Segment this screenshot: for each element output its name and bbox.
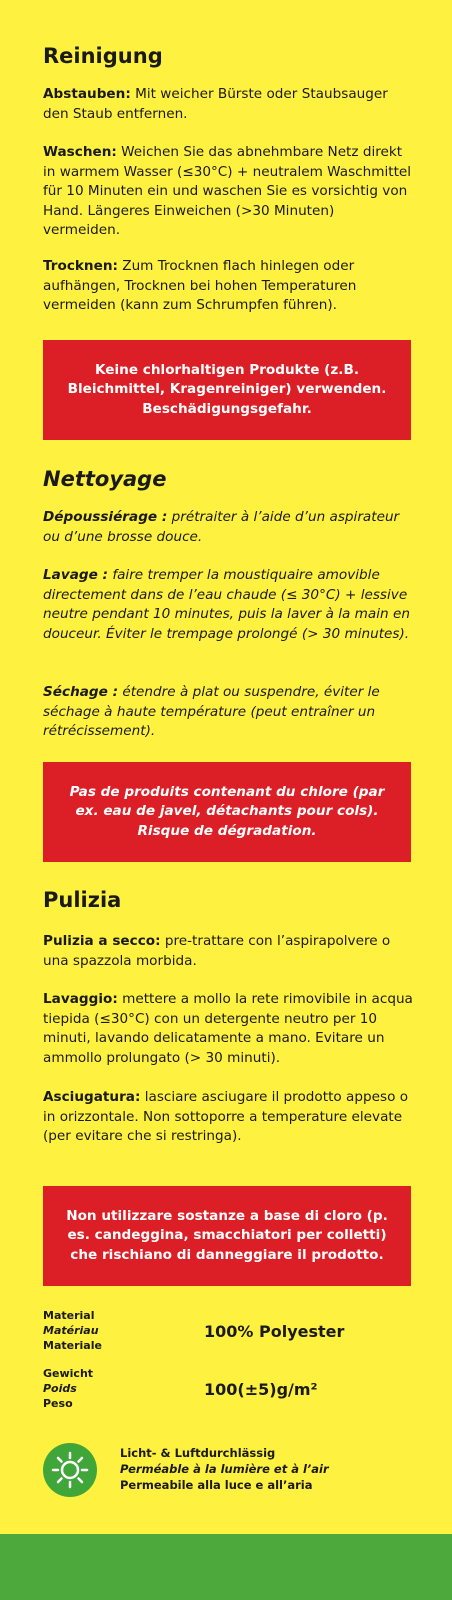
warning-box-de: Keine chlorhaltigen Produkte (z.B. Bleichmittel, Kragenreiniger) verwenden. Beschädigungsgefahr. [43,340,411,440]
item-it-1 [43,990,413,1068]
item-label: Lavage : [43,567,108,583]
item-it-0 [43,932,413,971]
feature-text [120,1445,329,1493]
feature-fr: Perméable à la lumière et à l’air [120,1462,329,1476]
material-label-fr: Matériau [43,1324,99,1337]
warning-box-fr: Pas de produits contenant du chlore (par ex. eau de javel, détachants pour cols). Risque de dégradation. [43,762,411,862]
item-label: Abstauben: [43,86,131,102]
item-label: Asciugatura: [43,1089,141,1105]
material-value: 100% Polyester [204,1322,345,1341]
item-text: Weichen Sie das abnehmbare Netz direkt in warmem Wasser (≤30°C) + neutralem Waschmittel für 10 Minuten ein und waschen Sie es vorsichtig von Hand. Längeres Einweichen (>30 Minuten) vermeiden. [43,144,412,238]
item-label: Pulizia a secco: [43,933,161,949]
feature-de: Licht- & Luftdurchlässig [120,1446,276,1460]
item-text: étendre à plat ou suspendre, éviter le séchage à haute température (peut entraîner un rétrécissement). [43,684,380,739]
item-fr-1 [43,566,413,644]
item-label: Dépoussiérage : [43,509,168,525]
item-text: mettere a mollo la rete rimovibile in acqua tiepida (≤30°C) con un detergente neutro per 10 minuti, lavando delicatamente a mano. Evitare un ammollo prolungato (> 30 minuti). [43,991,413,1066]
material-labels [43,1308,102,1353]
item-fr-2 [43,683,413,742]
item-de-2 [43,257,413,316]
item-fr-0 [43,508,413,547]
section-title-fr: Nettoyage [43,467,167,491]
item-text: lasciare asciugare il prodotto appeso o in orizzontale. Non sottoporre a temperature elevate (per evitare che si restringa). [43,1089,409,1144]
item-text: Mit weicher Bürste oder Staubsauger den Staub entfernen. [43,86,388,122]
item-de-0 [43,85,413,124]
section-title-it: Pulizia [43,888,122,912]
weight-value: 100(±5)g/m² [204,1380,318,1399]
weight-label-de: Gewicht [43,1367,94,1380]
item-text: Zum Trocknen flach hinlegen oder aufhängen, Trocknen bei hohen Temperaturen vermeiden (kann zum Schrumpfen führen). [43,258,357,313]
material-label-de: Material [43,1309,95,1322]
sun-icon [43,1443,97,1497]
section-title-de: Reinigung [43,44,163,68]
item-text: prétraiter à l’aide d’un aspirateur ou d’une brosse douce. [43,509,400,545]
warning-box-it: Non utilizzare sostanze a base di cloro (p. es. candeggina, smacchiatori per colletti) che rischiano di danneggiare il prodotto. [43,1186,411,1286]
weight-label-fr: Poids [43,1382,77,1395]
item-it-2 [43,1088,413,1147]
item-label: Lavaggio: [43,991,118,1007]
material-label-it: Materiale [43,1339,102,1352]
item-text: pre-trattare con l’aspirapolvere o una spazzola morbida. [43,933,391,969]
section-it [43,886,413,914]
footer-bar [0,1534,452,1600]
feature-it: Permeabile alla luce e all’aria [120,1478,313,1492]
section-de [43,42,413,70]
weight-labels [43,1366,93,1411]
item-label: Séchage : [43,684,119,700]
weight-label-it: Peso [43,1397,73,1410]
item-label: Trocknen: [43,258,118,274]
item-label: Waschen: [43,144,117,160]
item-de-1 [43,143,413,241]
section-fr [43,465,413,493]
item-text: faire tremper la moustiquaire amovible directement dans de l’eau chaude (≤ 30°C) + lessive neutre pendant 10 minutes, puis la laver à la main en douceur. Éviter le trempage prolongé (> 30 minutes). [43,567,410,642]
